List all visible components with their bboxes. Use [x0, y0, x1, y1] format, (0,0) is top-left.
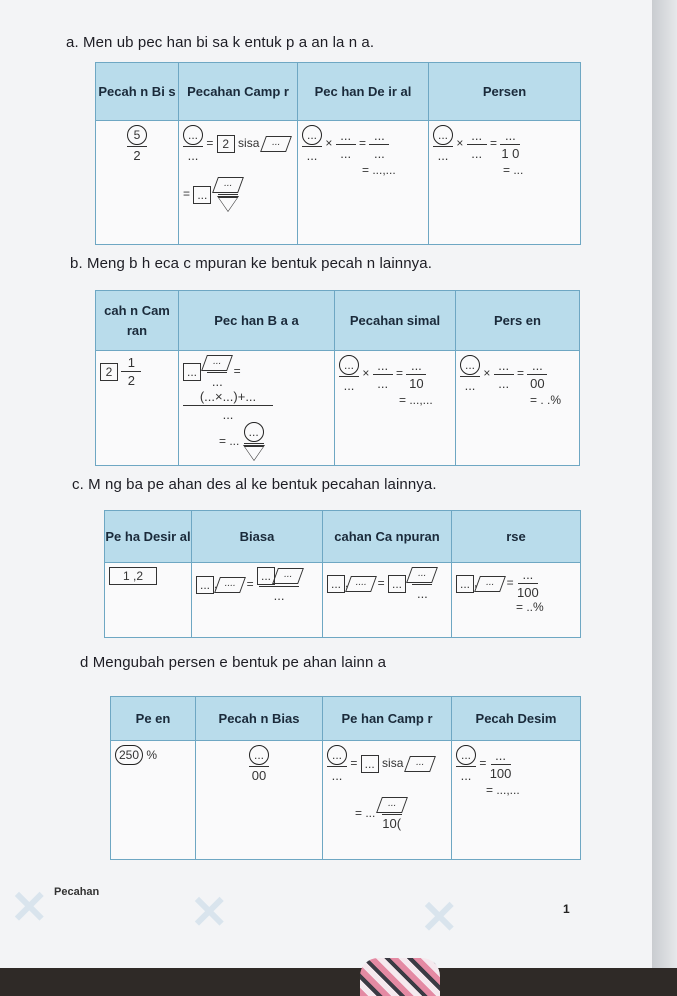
- denominator-triangle: 2: [133, 148, 141, 163]
- blank-box: ...: [196, 576, 214, 594]
- desimal-cell: $\frac{...}{...}$ × $\frac{...}{...}$ = $\frac{...}{...}$ = ...,...: [298, 121, 429, 245]
- denominator: 100: [489, 765, 512, 781]
- blank: ...: [531, 357, 543, 373]
- decimal-result: = ...,...: [362, 163, 396, 177]
- whole-box: 2: [217, 135, 235, 153]
- biasa-cell: [96, 121, 179, 245]
- triangle-shape: [217, 196, 239, 212]
- header-cell: Pecahan simal: [335, 291, 456, 351]
- blank: ...: [331, 768, 343, 783]
- blank: ...: [460, 768, 472, 783]
- header-cell: cah n Cam ran: [96, 291, 179, 351]
- blank: ...: [495, 747, 506, 763]
- blank-circle: ...: [302, 125, 322, 145]
- blank: ...: [471, 145, 483, 161]
- header-cell: Pe en: [111, 697, 196, 741]
- blank: ...: [273, 588, 285, 603]
- biasa-cell: [196, 741, 323, 860]
- header-cell: Biasa: [192, 511, 323, 563]
- blank: ...: [464, 378, 476, 393]
- blank: ...: [471, 127, 483, 143]
- header-cell: Pecahan Camp r: [179, 63, 298, 121]
- blank: ...: [437, 148, 449, 163]
- header-cell: Pecah n Bi s: [96, 63, 179, 121]
- blank: ...: [373, 145, 385, 161]
- decimal-value: 1 ,2: [109, 567, 157, 585]
- persen-cell: $\frac{...}{...}$ × $\frac{...}{...}$ = $\frac{...}{00}$ = . .%: [456, 351, 580, 466]
- whole-box: ...: [193, 186, 211, 204]
- sisa-label: sisa: [382, 756, 404, 771]
- expression: (...×...)+...: [199, 389, 257, 404]
- campuran-cell: [96, 351, 179, 466]
- header-cell: Pec han De ir al: [298, 63, 429, 121]
- biasa-cell: ... $\frac{...}{...}$ = $\frac{(...\times...)+...}{...}$ = ... ...: [179, 351, 335, 466]
- page-number: 1: [563, 902, 570, 916]
- section-a-heading: a. Men ub pec han bi sa k entuk p a an la n a.: [66, 34, 375, 51]
- section-b-heading: b. Meng b h eca c mpuran ke bentuk pecah n lainnya.: [70, 255, 432, 272]
- blank-parallelogram: ...: [212, 177, 244, 193]
- section-a-table: [95, 62, 581, 245]
- desimal-cell: $\frac{...}{...}$ = $\frac{...}{100}$ = ...,...: [452, 741, 581, 860]
- blank: ...: [377, 357, 389, 373]
- blank-circle: ...: [456, 745, 476, 765]
- fabric-corner: [360, 958, 440, 996]
- decorative-watermark: ✕: [420, 891, 459, 943]
- numerator-circle: 5: [127, 125, 147, 145]
- blank-parallelogram: ...: [406, 567, 438, 583]
- numerator: 1: [127, 355, 135, 370]
- blank-box: ...: [327, 575, 345, 593]
- section-c-heading: c. M ng ba pe ahan des al ke bentuk pecahan lainnya.: [72, 476, 437, 493]
- blank-parallelogram: ...: [474, 576, 506, 592]
- percent-result: = . .%: [530, 393, 562, 407]
- header-cell: Pecah n Bias: [196, 697, 323, 741]
- blank-parallelogram: ...: [404, 756, 436, 772]
- blank: ...: [211, 374, 223, 389]
- blank: = ...: [219, 433, 240, 448]
- blank-box: ...: [183, 363, 201, 381]
- header-cell: rse: [452, 511, 581, 563]
- decimal-result: = ...,...: [486, 783, 520, 797]
- binder-edge: [652, 0, 677, 970]
- header-cell: Pe han Camp r: [323, 697, 452, 741]
- footer-label: Pecahan: [54, 886, 100, 898]
- denominator: 2: [127, 373, 135, 388]
- header-cell: cahan Ca npuran: [323, 511, 452, 563]
- section-d-heading: d Mengubah persen e bentuk pe ahan lainn a: [80, 654, 387, 671]
- blank: ...: [522, 567, 534, 582]
- blank-parallelogram: ...: [260, 136, 292, 152]
- header-cell: Persen: [429, 63, 581, 121]
- decimal-result: = ...,...: [399, 393, 433, 407]
- blank: ...: [343, 378, 355, 393]
- blank-box: ...: [257, 567, 275, 585]
- blank-circle: ...: [433, 125, 453, 145]
- blank: ...: [498, 375, 510, 391]
- denominator: 10: [409, 375, 424, 391]
- blank-box: ...: [361, 755, 379, 773]
- decorative-watermark: ✕: [10, 881, 49, 933]
- campuran-cell: ... , .... = ... $\frac{...}{...}$: [323, 563, 452, 638]
- desimal-cell: [105, 563, 192, 638]
- blank-circle: ...: [249, 745, 269, 765]
- blank-circle: ...: [244, 422, 264, 442]
- blank: ...: [498, 357, 510, 373]
- denominator: 100: [517, 585, 539, 600]
- header-cell: Pec han B a a: [179, 291, 335, 351]
- section-d-table: [110, 696, 581, 860]
- desimal-cell: $\frac{...}{...}$ × $\frac{...}{...}$ = $\frac{...}{10}$ = ...,...: [335, 351, 456, 466]
- percent-sign: %: [146, 748, 158, 762]
- blank-parallelogram: ...: [201, 355, 233, 371]
- blank-box: ...: [388, 575, 406, 593]
- blank: 1 0: [501, 145, 520, 161]
- blank: ...: [222, 407, 234, 422]
- sisa-label: sisa: [238, 136, 260, 151]
- blank: ...: [340, 127, 352, 143]
- blank-parallelogram: ...: [272, 568, 304, 584]
- blank: ...: [410, 357, 422, 373]
- denominator: 00: [530, 375, 545, 391]
- blank: = ...: [355, 806, 376, 821]
- blank: ...: [504, 127, 516, 143]
- blank-parallelogram: ....: [345, 576, 377, 592]
- triangle-shape: [243, 445, 265, 461]
- blank: ...: [377, 375, 389, 391]
- blank-circle: ...: [183, 125, 203, 145]
- campuran-cell: $\frac{...}{...}$ = 2 sisa ... = ... ...: [179, 121, 298, 245]
- table-surface: [0, 968, 677, 996]
- denominator: 10(: [382, 816, 402, 831]
- percent-result: = ..%: [516, 600, 544, 614]
- blank-box: ...: [456, 575, 474, 593]
- campuran-cell: $\frac{...}{...}$ = ... sisa ... = ... $\frac{...}{10(}$: [323, 741, 452, 860]
- blank: ...: [340, 145, 352, 161]
- blank: ...: [306, 148, 318, 163]
- header-cell: Pecah Desim: [452, 697, 581, 741]
- section-b-table: [95, 290, 580, 466]
- blank: ...: [416, 586, 428, 601]
- decorative-watermark: ✕: [190, 886, 229, 938]
- section-c-table: [104, 510, 581, 638]
- percent-result: = ...: [503, 163, 524, 177]
- persen-cell: $\frac{...}{...}$ × $\frac{...}{...}$ = $\frac{...}{1 0}$ = ...: [429, 121, 581, 245]
- persen-cell: ... , ... = $\frac{...}{100}$ = ..%: [452, 563, 581, 638]
- whole-box: 2: [100, 363, 118, 381]
- blank-parallelogram: ....: [214, 577, 246, 593]
- blank-circle: ...: [327, 745, 347, 765]
- blank-circle: ...: [339, 355, 359, 375]
- biasa-cell: ... , .... = $\frac{... ...}{...}$: [192, 563, 323, 638]
- percent-circle: 250: [115, 745, 143, 765]
- blank-parallelogram: ...: [376, 797, 408, 813]
- blank: ...: [373, 127, 385, 143]
- header-cell: Pers en: [456, 291, 580, 351]
- persen-cell: [111, 741, 196, 860]
- blank-circle: ...: [460, 355, 480, 375]
- denominator: 00: [251, 768, 267, 783]
- header-cell: Pe ha Desir al: [105, 511, 192, 563]
- blank: ...: [187, 148, 199, 163]
